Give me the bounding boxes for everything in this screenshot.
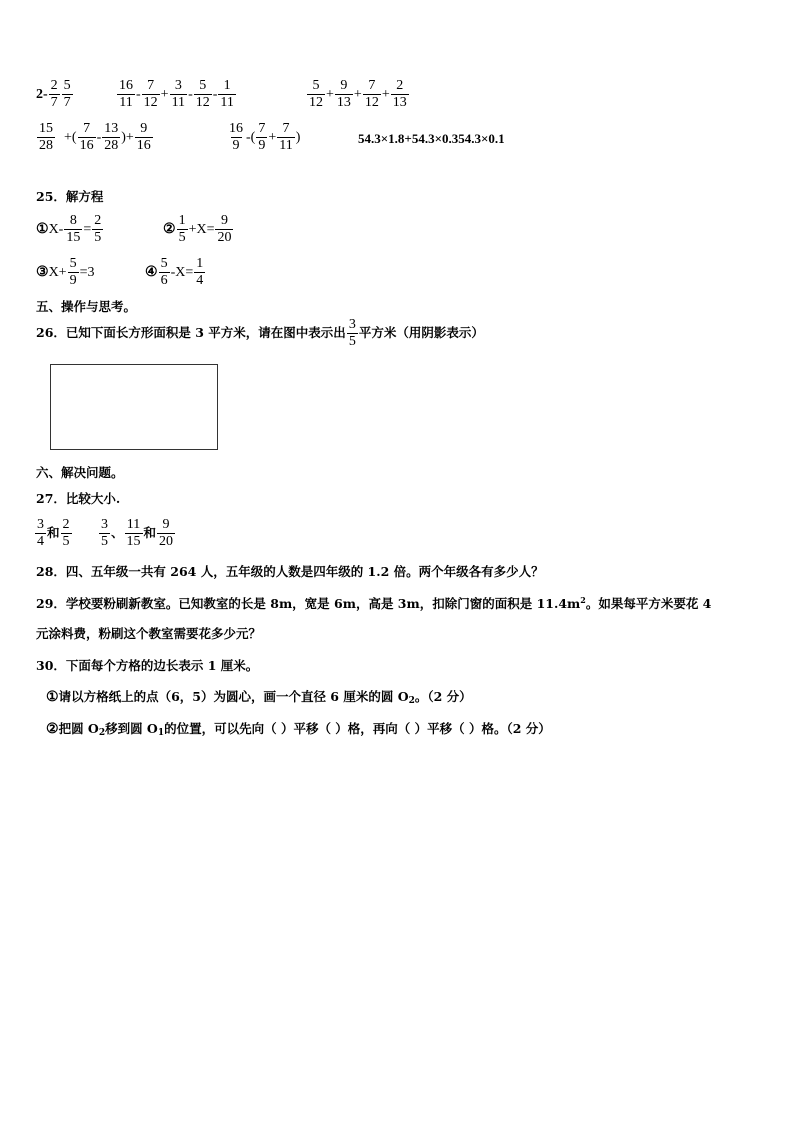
fraction: $\frac{16}{9}$ xyxy=(229,121,243,153)
q27-pair-1: $\frac{3}{4}$ 和 $\frac{2}{5}$ xyxy=(37,517,70,549)
fraction: $\frac{7}{9}$ xyxy=(258,121,266,153)
fraction: $\frac{2}{5}$ xyxy=(94,213,102,245)
rectangle-figure[interactable] xyxy=(50,364,218,450)
fraction: $\frac{5}{7}$ xyxy=(63,78,71,110)
fraction: $\frac{5}{12}$ xyxy=(309,78,323,110)
fraction: $\frac{1}{5}$ xyxy=(178,213,186,245)
fraction: $\frac{3}{11}$ xyxy=(171,78,186,110)
circled-number-1: ① xyxy=(46,689,59,705)
fraction: $\frac{16}{11}$ xyxy=(119,78,133,110)
q26-text: 26．已知下面长方形面积是 3 平方米，请在图中表示出 $\frac{3}{5}$ 平方米（用阴影表示） xyxy=(36,317,484,349)
fraction: $\frac{8}{15}$ xyxy=(66,213,81,245)
fraction: $\frac{2}{5}$ xyxy=(62,517,70,549)
circled-number-2: ② xyxy=(163,221,176,237)
q25-equation-4: ④ $\frac{5}{6}$ -X= $\frac{1}{4}$ xyxy=(145,256,204,288)
q30-part-1: ①请以方格纸上的点（6，5）为圆心，画一个直径 6 厘米的圆 $O_2$。（2 分） xyxy=(46,689,472,706)
fraction: $\frac{7}{11}$ xyxy=(279,121,293,153)
q29-line-1: 29．学校要粉刷新教室。已知教室的长是 8m，宽是 6m，高是 3m，扣除门窗的面积是 $11.4m^2$。如果每平方米要花 4 xyxy=(36,595,712,611)
calc-expr-1 xyxy=(36,79,74,110)
fraction: $\frac{7}{16}$ xyxy=(79,121,94,153)
fraction: $\frac{3}{5}$ xyxy=(101,517,108,549)
fraction: $\frac{15}{28}$ xyxy=(39,121,53,153)
calc-expr-6: 54.3×1.8+54.3×0.354.3×0.1 xyxy=(358,131,505,146)
q25-title: 25．解方程 xyxy=(36,189,104,204)
fraction: $\frac{9}{20}$ xyxy=(217,213,232,245)
fraction: $\frac{7}{12}$ xyxy=(364,78,379,110)
q30-part-2: ②把圆 $O_2$移到圆 $O_1$的位置，可以先向（ ）平移（ ）格，再向（ ）平移（ ）格。（2 分） xyxy=(46,721,551,738)
fraction: $\frac{5}{12}$ xyxy=(195,78,210,110)
q27-pair-2: $\frac{3}{5}$ 、 $\frac{11}{15}$ 和 $\frac{9}{20}$ xyxy=(101,517,174,549)
fraction: $\frac{2}{7}$ xyxy=(50,78,58,110)
calc-expr-2: $\frac{16}{11}$ - $\frac{7}{12}$ + $\frac{3}{11}$ - $\frac{5}{12}$ - $\frac{1}{11}$ xyxy=(119,78,234,110)
q29-line-2: 元涂料费，粉刷这个教室需要花多少元？ xyxy=(36,626,262,641)
fraction: $\frac{9}{16}$ xyxy=(136,121,151,153)
fraction: $\frac{2}{13}$ xyxy=(392,78,407,110)
q25-equation-1: ①X- $\frac{8}{15}$ = $\frac{2}{5}$ xyxy=(36,213,102,245)
circled-number-3: ③ xyxy=(36,264,49,280)
q30-title: 30．下面每个方格的边长表示 1 厘米。 xyxy=(36,658,259,673)
circled-number-4: ④ xyxy=(145,264,158,280)
q25-equation-3: ③X+ $\frac{5}{9}$ =3 xyxy=(36,256,95,288)
calc-expr-5: $\frac{16}{9}$ -( $\frac{7}{9}$ + $\frac{7}{11}$ ) xyxy=(229,121,301,153)
circled-number-2: ② xyxy=(46,721,59,737)
calc-expr-1-lead: 2- xyxy=(36,87,48,102)
q28-text: 28．四、五年级一共有 264 人，五年级的人数是四年级的 1.2 倍。两个年级各有多少人？ xyxy=(36,564,544,579)
calc-expr-4: $\frac{15}{28}$ +( $\frac{7}{16}$ - $\frac{13}{28}$ )+ $\frac{9}{16}$ xyxy=(39,121,151,153)
fraction: $\frac{11}{15}$ xyxy=(126,517,141,549)
fraction: $\frac{5}{6}$ xyxy=(160,256,168,288)
fraction: $\frac{9}{20}$ xyxy=(159,517,174,549)
fraction: $\frac{7}{12}$ xyxy=(143,78,158,110)
fraction: $\frac{3}{4}$ xyxy=(37,517,44,549)
fraction: $\frac{1}{11}$ xyxy=(220,78,234,110)
section-5-heading: 五、操作与思考。 xyxy=(36,299,137,314)
circled-number-1: ① xyxy=(36,221,49,237)
q25-equation-2: ② $\frac{1}{5}$ +X= $\frac{9}{20}$ xyxy=(163,213,232,245)
fraction: $\frac{5}{9}$ xyxy=(69,256,77,288)
fraction: $\frac{3}{5}$ xyxy=(348,317,356,349)
section-6-heading: 六、解决问题。 xyxy=(36,465,124,480)
fraction: $\frac{1}{4}$ xyxy=(196,256,204,288)
q27-title: 27．比较大小. xyxy=(36,491,121,506)
fraction: $\frac{13}{28}$ xyxy=(104,121,119,153)
calc-expr-3: $\frac{5}{12}$ + $\frac{9}{13}$ + $\frac{7}{12}$ + $\frac{2}{13}$ xyxy=(309,78,407,110)
fraction: $\frac{9}{13}$ xyxy=(336,78,351,110)
